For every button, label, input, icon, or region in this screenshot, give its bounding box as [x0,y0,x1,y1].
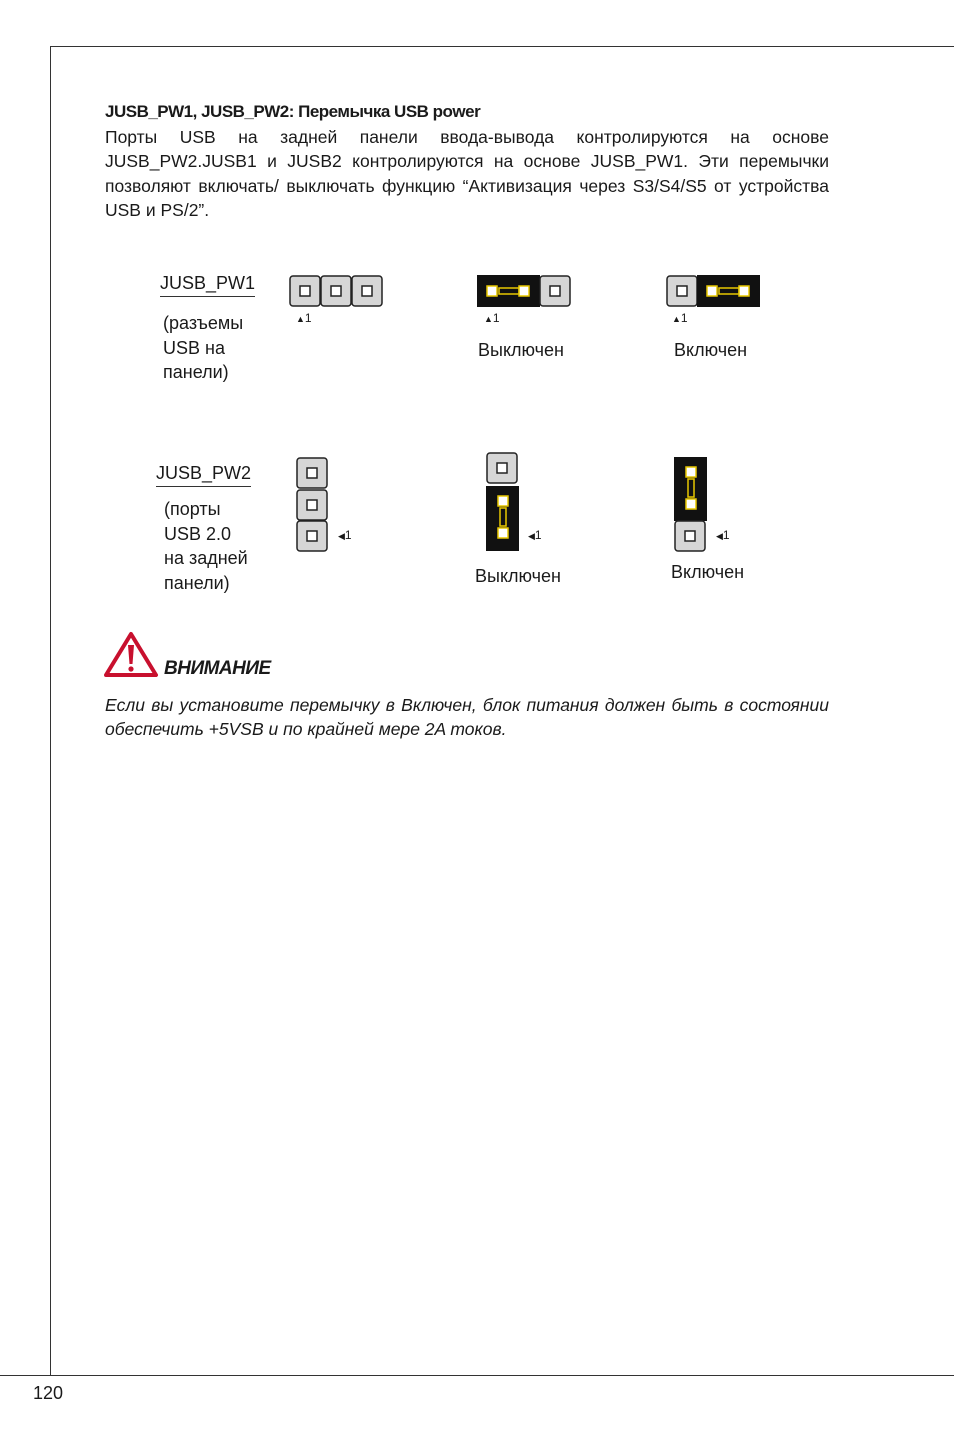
warning-text: Если вы установите перемычку в Включен, блок питания должен быть в состоянии обеспечить +5VSB и по крайней мере 2A токов. [105,695,829,740]
page-number: 120 [33,1383,64,1403]
pin-3 [540,276,570,306]
top-rule [50,46,954,47]
jusb-pw2-off-diagram [486,452,520,554]
jusb-pw2-label: JUSB_PW2 [156,463,251,487]
pin-1 [675,521,705,551]
section-heading: JUSB_PW1, JUSB_PW2: Перемычка USB power [105,102,481,121]
pin1-arrow-left-icon: ◀ [528,531,535,541]
warning-triangle-icon [104,631,160,679]
pin1-arrow-up-icon: ▲ [672,314,681,324]
warning-title: ВНИМАНИЕ [164,658,271,679]
jusb-pw1-on-label: Включен [674,340,748,360]
jusb-pw1-on-pin1-marker: ▲1 [672,311,688,325]
jusb-pw1-label: JUSB_PW1 [160,273,255,297]
pin-1 [290,276,320,306]
left-margin-rule [50,46,51,1376]
pin-1 [297,521,327,551]
jusb-pw2-caption: (порты USB 2.0 на задней панели) [164,499,248,593]
bottom-rule [0,1375,954,1376]
pin-2 [321,276,351,306]
section-paragraph: Порты USB на задней панели ввода-вывода контролируются на основе JUSB_PW2.JUSB1 и JUSB2 контролируются на основе JUSB_PW1. Эти перемычки позволяют включать/ выключать функцию “Активизация через S3/S4/S5 от устройства USB и PS/2”. [105,127,829,221]
jusb-pw1-open-diagram [289,275,385,309]
jusb-pw2-off-pin1-marker: ◀1 [528,528,542,542]
jusb-pw2-on-diagram [674,457,708,555]
jusb-pw2-on-pin1-marker: ◀1 [716,528,730,542]
pin-2 [297,490,327,520]
pin1-arrow-left-icon: ◀ [716,531,723,541]
jusb-pw1-off-label: Выключен [478,340,564,360]
jusb-pw2-off-label: Выключен [475,566,561,586]
jusb-pw2-on-label: Включен [671,562,745,582]
pin1-arrow-left-icon: ◀ [338,531,345,541]
pin-3 [487,453,517,483]
jusb-pw1-pin1-marker: ▲1 [296,311,312,325]
jusb-pw1-on-diagram [666,275,762,309]
pin-1 [667,276,697,306]
jusb-pw1-off-pin1-marker: ▲1 [484,311,500,325]
jusb-pw2-pin1-marker: ◀1 [338,528,352,542]
pin1-arrow-up-icon: ▲ [296,314,305,324]
pin-3 [297,458,327,488]
pin1-arrow-up-icon: ▲ [484,314,493,324]
pin-3 [352,276,382,306]
jusb-pw1-caption: (разъемы USB на панели) [163,313,244,382]
jusb-pw1-off-diagram [477,275,573,309]
jusb-pw2-open-diagram [296,457,330,555]
